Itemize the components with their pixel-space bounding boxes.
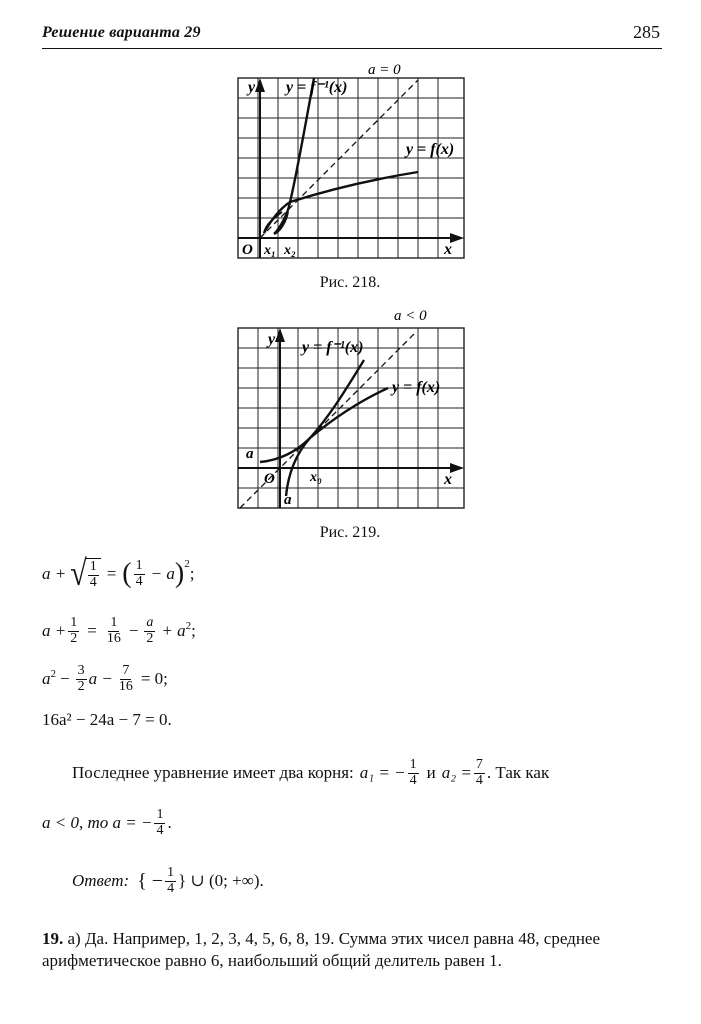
eq1-term: a + <box>42 564 67 584</box>
equation-3 <box>42 664 168 694</box>
inverse-label: y = f⁻¹(x) <box>302 339 364 356</box>
condition-text: a < 0, то a = − <box>42 813 153 833</box>
eq2-f3-num: a <box>146 615 154 630</box>
running-title: Решение варианта 29 <box>42 24 201 41</box>
function-curve <box>264 172 418 233</box>
origin-label: O <box>264 471 275 487</box>
answer-num: 1 <box>167 865 175 880</box>
figure-218-graph <box>238 62 478 262</box>
equation-2 <box>42 616 196 646</box>
eq1-power: 2 <box>184 558 190 570</box>
eq2-f1-den: 2 <box>70 630 78 646</box>
line-y-equals-x <box>260 80 418 238</box>
eq2-minus: − <box>128 621 139 641</box>
root-a1: a₁ = − <box>359 763 406 783</box>
eq3-f2-den: 16 <box>118 678 133 694</box>
roots-intro: Последнее уравнение имеет два корня: <box>72 763 354 783</box>
grid <box>238 78 464 258</box>
problem-19 <box>42 928 664 972</box>
eq1-frac2-den: 4 <box>135 573 143 589</box>
eq2-end: ; <box>191 621 196 641</box>
eq1-minus-a: − a <box>150 564 175 584</box>
x1-label: x₁ <box>264 243 276 258</box>
eq2-equals: = <box>87 621 97 641</box>
eq3-minus: − <box>60 669 70 689</box>
x-axis-label: x <box>444 241 452 258</box>
a-label-left: a <box>246 446 254 462</box>
page-number: 285 <box>633 22 660 42</box>
cond-num: 1 <box>156 807 164 822</box>
inverse-label: y = f⁻¹(x) <box>286 79 348 96</box>
problem-19-text: а) Да. Например, 1, 2, 3, 4, 5, 6, 8, 19. Сумма этих чисел равна 48, среднее арифметическое равно 6, наибольший общий делитель равен 1. <box>42 929 601 970</box>
parameter-label: a = 0 <box>368 62 401 78</box>
x2-label: x₂ <box>284 243 296 258</box>
eq4-text: 16a² − 24a − 7 = 0. <box>42 710 172 729</box>
figure-219-caption: Рис. 219. <box>319 524 381 541</box>
eq3-f1-num: 3 <box>77 663 85 678</box>
y-axis-label: y <box>248 79 256 96</box>
eq2-plus-a: + a <box>161 621 186 641</box>
eq3-a-minus: a − <box>88 669 113 689</box>
eq2-f3-den: 2 <box>146 630 154 646</box>
origin-label: O <box>242 242 253 258</box>
eq1-frac-den: 4 <box>89 574 97 590</box>
eq3-a: a <box>42 669 51 689</box>
eq2-f2-num: 1 <box>110 615 118 630</box>
answer-label: Ответ: <box>72 871 130 891</box>
figure-218 <box>238 62 478 262</box>
a1-num: 1 <box>409 757 417 772</box>
tak-kak: . Так как <box>486 763 550 783</box>
page-header <box>42 22 662 49</box>
condition-line <box>42 808 172 838</box>
eq3-f2-num: 7 <box>122 663 130 678</box>
eq3-power: 2 <box>50 668 56 680</box>
cond-end: . <box>167 813 172 833</box>
answer-line <box>72 866 264 896</box>
eq1-open-paren: ( <box>122 558 132 590</box>
roots-line <box>72 758 549 788</box>
figure-219-graph <box>238 306 478 510</box>
axes <box>238 78 464 258</box>
x0-label: x₀ <box>310 470 322 485</box>
cond-den: 4 <box>156 822 164 838</box>
a2-den: 4 <box>475 772 483 788</box>
a1-den: 4 <box>409 772 417 788</box>
a2-num: 7 <box>475 757 483 772</box>
problem-number: 19. <box>42 929 64 948</box>
and-word: и <box>426 763 436 783</box>
answer-den: 4 <box>167 880 175 896</box>
root-a2: a₂ = <box>441 763 472 783</box>
eq1-frac2-num: 1 <box>135 558 143 573</box>
x-axis-label: x <box>444 471 452 488</box>
eq2-term: a + <box>42 621 67 641</box>
a-label-bottom: a <box>284 492 292 508</box>
equation-1 <box>42 553 195 594</box>
eq1-equals: = <box>106 564 117 584</box>
eq2-f1-num: 1 <box>70 615 78 630</box>
eq2-power: 2 <box>185 620 192 632</box>
equation-4 <box>42 710 172 730</box>
eq1-end: ; <box>189 564 195 584</box>
eq1-frac-num: 1 <box>89 559 97 574</box>
function-label: y = f(x) <box>392 379 441 396</box>
figure-218-caption: Рис. 218. <box>319 274 381 291</box>
function-label: y = f(x) <box>406 141 455 158</box>
figure-219 <box>238 306 478 510</box>
answer-rest: } ∪ (0; +∞). <box>178 871 264 891</box>
eq1-close-paren: ) <box>174 558 185 590</box>
eq2-f2-den: 16 <box>106 630 121 646</box>
eq3-end: = 0; <box>140 669 168 689</box>
answer-open: { − <box>137 869 164 892</box>
y-axis-label: y <box>268 331 276 348</box>
parameter-label: a < 0 <box>394 308 427 324</box>
sqrt: √ $\frac{1}{4}$ <box>70 558 100 590</box>
eq3-f1-den: 2 <box>77 678 85 694</box>
